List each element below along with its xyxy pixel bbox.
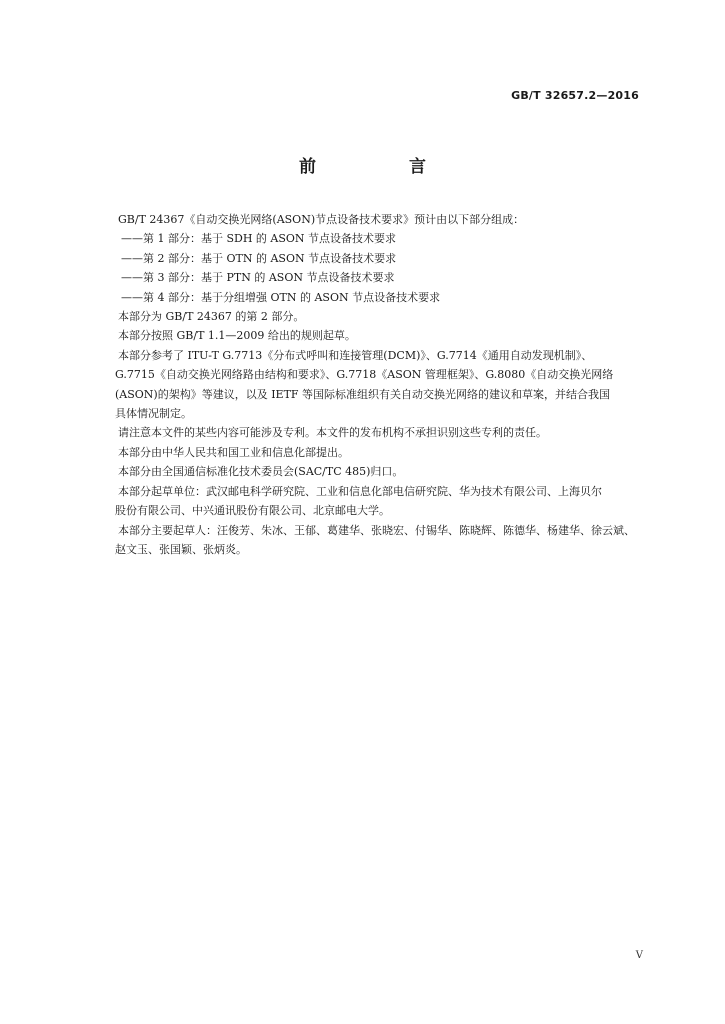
paragraph-references-line-1: 本部分参考了 ITU-T G.7713《分布式呼叫和连接管理(DCM)》、G.7714《通用自动发现机制》、 <box>118 348 593 362</box>
paragraph-drafters-line-1: 本部分主要起草人：汪俊芳、朱冰、王郁、葛建华、张晓宏、付锡华、陈晓辉、陈德华、杨建华、徐云斌、 <box>118 523 635 537</box>
intro-line: GB/T 24367《自动交换光网络(ASON)节点设备技术要求》预计由以下部分组成： <box>118 213 525 226</box>
part-item-3: ——第 3 部分：基于 PTN 的 ASON 节点设备技术要求 <box>121 271 395 285</box>
paragraph-patent-notice: 请注意本文件的某些内容可能涉及专利。本文件的发布机构不承担识别这些专利的责任。 <box>118 426 547 440</box>
paragraph-centralized-by: 本部分由全国通信标准化技术委员会(SAC/TC 485)归口。 <box>118 465 404 479</box>
part-item-2: ——第 2 部分：基于 OTN 的 ASON 节点设备技术要求 <box>121 251 397 265</box>
paragraph-drafting-orgs-line-2: 股份有限公司、中兴通讯股份有限公司、北京邮电大学。 <box>115 504 390 518</box>
paragraph-part-statement: 本部分为 GB/T 24367 的第 2 部分。 <box>118 310 305 324</box>
page-number: V <box>635 950 643 961</box>
part-item-4: ——第 4 部分：基于分组增强 OTN 的 ASON 节点设备技术要求 <box>121 290 441 304</box>
paragraph-drafting-rules: 本部分按照 GB/T 1.1—2009 给出的规则起草。 <box>118 329 356 343</box>
paragraph-drafters-line-2: 赵文玉、张国颖、张炳炎。 <box>115 542 247 556</box>
paragraph-proposed-by: 本部分由中华人民共和国工业和信息化部提出。 <box>118 445 349 459</box>
paragraph-drafting-orgs-line-1: 本部分起草单位：武汉邮电科学研究院、工业和信息化部电信研究院、华为技术有限公司、上海贝尔 <box>118 484 602 498</box>
standard-number: GB/T 32657.2—2016 <box>511 89 639 102</box>
paragraph-references-line-4: 具体情况制定。 <box>115 407 192 421</box>
part-item-1: ——第 1 部分：基于 SDH 的 ASON 节点设备技术要求 <box>121 232 397 246</box>
foreword-body <box>115 210 648 559</box>
paragraph-references-line-2: G.7715《自动交换光网络路由结构和要求》、G.7718《ASON 管理框架》、G.8080《自动交换光网络 <box>115 368 614 382</box>
paragraph-references-line-3: (ASON)的架构》等建议，以及 IETF 等国际标准组织有关自动交换光网络的建议和草案，并结合我国 <box>115 387 611 401</box>
page-title: 前 言 <box>299 157 464 177</box>
